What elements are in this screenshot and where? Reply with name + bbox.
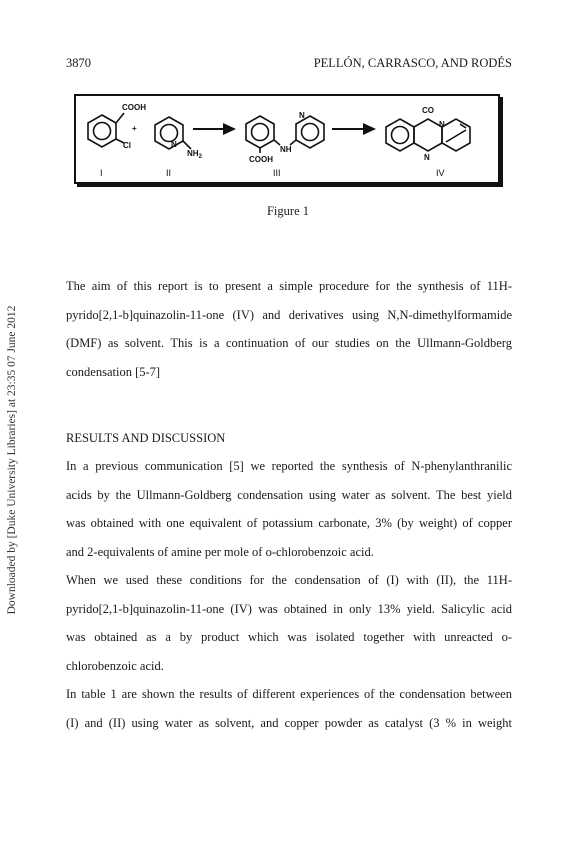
label-n-pyridine: N xyxy=(171,140,177,149)
benzene-ring-IV xyxy=(386,119,414,151)
label-plus: + xyxy=(132,124,137,133)
pyridine-ring-II xyxy=(155,117,183,149)
label-n-product-bottom: N xyxy=(424,153,430,162)
text-line: pyrido[2,1-b]quinazolin-11-one (IV) and derivatives using N,N-dimethylformamide xyxy=(66,307,512,322)
label-nh: NH xyxy=(280,145,292,154)
text-line: (DMF) as solvent. This is a continuation of our studies on the Ullmann-Goldberg xyxy=(66,336,512,351)
paragraph-2 xyxy=(66,566,512,680)
benzene-ring-III xyxy=(246,116,274,148)
label-cooh-bottom: COOH xyxy=(249,155,273,164)
aromatic-circle-III xyxy=(252,124,269,141)
section-heading: RESULTS AND DISCUSSION xyxy=(66,431,226,445)
text-line: and 2-equivalents of amine per mole of o-chlorobenzoic acid. xyxy=(66,544,374,559)
reaction-scheme-drawing xyxy=(76,96,500,184)
text-line: (I) and (II) using water as solvent, and copper powder as catalyst (3 % in weight xyxy=(66,715,512,730)
pyridine-ring-IV xyxy=(442,119,470,151)
label-n-product-top: N xyxy=(439,120,445,129)
text-line: In table 1 are shown the results of different experiences of the condensation between xyxy=(66,687,512,701)
label-n-intermediate: N xyxy=(299,111,305,120)
intro-paragraph xyxy=(66,272,512,386)
reaction-arrows xyxy=(193,123,376,135)
label-co: CO xyxy=(422,106,434,115)
compound-number-I: I xyxy=(100,168,103,178)
download-watermark xyxy=(2,250,22,670)
central-ring-IV xyxy=(414,119,442,151)
benzene-ring-I xyxy=(88,115,116,147)
compound-number-II: II xyxy=(166,168,172,178)
compound-number-III: III xyxy=(273,168,281,178)
aromatic-circle-III-b xyxy=(302,124,319,141)
text-line: In a previous communication [5] we reported the synthesis of N-phenylanthranilic xyxy=(66,459,512,473)
paragraph-1 xyxy=(66,452,512,566)
figure-caption: Figure 1 xyxy=(266,204,309,218)
text-line: was obtained as a by product which was isolated together with unreacted o- xyxy=(66,630,512,645)
pyridine-ring-III xyxy=(296,116,324,148)
aromatic-circle-IV xyxy=(392,127,409,144)
text-line: pyrido[2,1-b]quinazolin-11-one (IV) was obtained in only 13% yield. Salicylic acid xyxy=(66,601,512,616)
label-nh2: $NH_2$ xyxy=(187,149,202,160)
aromatic-circle-II xyxy=(161,125,178,142)
aromatic-circle-I xyxy=(94,123,111,140)
label-cooh-top: COOH xyxy=(122,103,146,112)
text-line: condensation [5-7] xyxy=(66,364,161,379)
reaction-scheme-figure xyxy=(74,94,500,184)
page-header xyxy=(66,56,512,72)
text-line: chlorobenzoic acid. xyxy=(66,658,164,673)
label-cl: Cl xyxy=(123,141,131,150)
text-line: was obtained with one equivalent of potassium carbonate, 3% (by weight) of copper xyxy=(66,516,512,531)
download-watermark-text: Downloaded by [Duke University Libraries] at 23:35 07 June 2012 xyxy=(6,305,18,615)
section-heading-block xyxy=(66,424,512,453)
text-line: When we used these conditions for the condensation of (I) with (II), the 11H- xyxy=(66,573,512,587)
page-number: 3870 xyxy=(66,56,91,70)
compound-number-IV: IV xyxy=(436,168,445,178)
running-head: PELLÓN, CARRASCO, AND RODÉS xyxy=(313,56,512,70)
text-line: acids by the Ullmann-Goldberg condensation using water as solvent. The best yield xyxy=(66,487,512,502)
text-line: The aim of this report is to present a simple procedure for the synthesis of 11H- xyxy=(66,279,512,293)
paragraph-3 xyxy=(66,680,512,737)
